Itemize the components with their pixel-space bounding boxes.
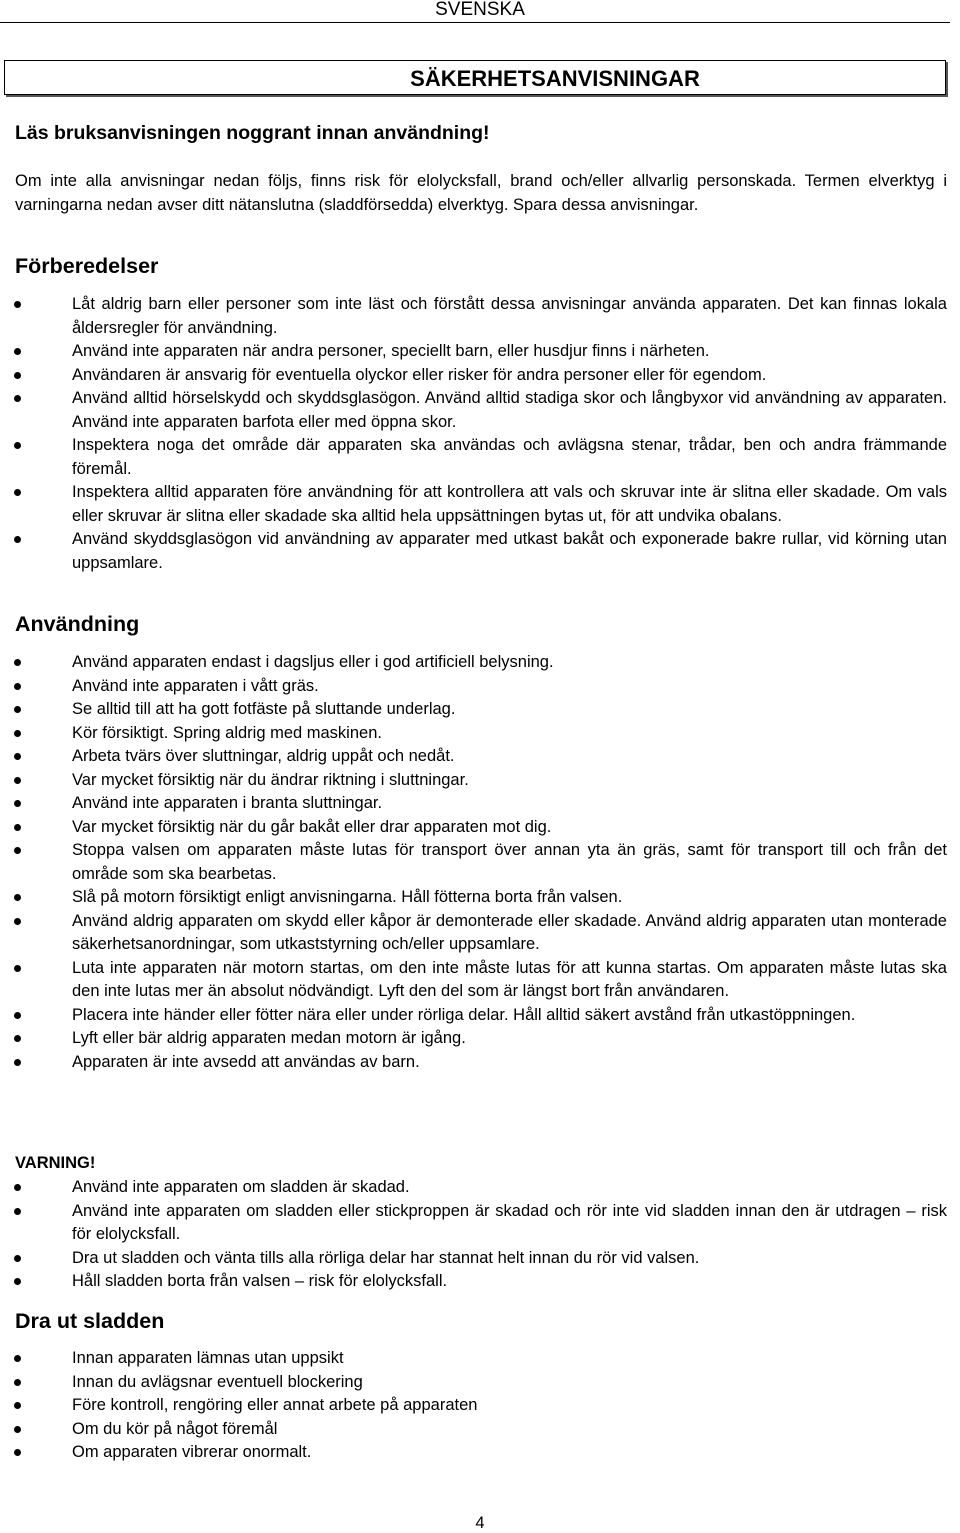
section-heading-anvandning: Användning xyxy=(15,612,140,636)
read-notice: Läs bruksanvisningen noggrant innan användning! xyxy=(15,122,490,144)
list-item: Använd inte apparaten i vått gräs. xyxy=(0,675,947,699)
header-divider xyxy=(0,22,950,23)
list-item: Använd apparaten endast i dagsljus eller i god artificiell belysning. xyxy=(0,651,947,675)
header-language: SVENSKA xyxy=(435,0,525,20)
list-item: Låt aldrig barn eller personer som inte läst och förstått dessa anvisningar använda apparaten. Det kan finnas lokala åldersregler för användning. xyxy=(0,293,947,340)
intro-paragraph: Om inte alla anvisningar nedan följs, finns risk för elolycksfall, brand och/eller allvarlig personskada. Termen elverktyg i varningarna nedan avser ditt nätanslutna (sladdförsedda) elverktyg. Spara dessa anvisningar. xyxy=(15,172,947,214)
list-item: Använd alltid hörselskydd och skyddsglasögon. Använd alltid stadiga skor och långbyxor vid användning av apparaten. Använd inte apparaten barfota eller med öppna skor. xyxy=(0,387,947,434)
list-varning xyxy=(0,1176,947,1294)
list-item: Innan apparaten lämnas utan uppsikt xyxy=(0,1347,947,1371)
list-item: Inspektera noga det område där apparaten ska användas och avlägsna stenar, trådar, ben och andra främmande föremål. xyxy=(0,434,947,481)
title-box xyxy=(4,60,946,95)
list-item: Innan du avlägsnar eventuell blockering xyxy=(0,1371,947,1395)
section-heading-dra-ut-sladden: Dra ut sladden xyxy=(15,1309,165,1333)
list-item: Använd skyddsglasögon vid användning av apparater med utkast bakåt och exponerade bakre rullar, vid körning utan uppsamlare. xyxy=(0,528,947,575)
page-number: 4 xyxy=(475,1514,485,1532)
list-item: Se alltid till att ha gott fotfäste på sluttande underlag. xyxy=(0,698,947,722)
list-item: Om apparaten vibrerar onormalt. xyxy=(0,1441,947,1465)
list-item: Använd aldrig apparaten om skydd eller kåpor är demonterade eller skadade. Använd aldrig apparaten utan monterade säkerhetsanordningar, som utkaststyrning och/eller uppsamlare. xyxy=(0,910,947,957)
list-item: Om du kör på något föremål xyxy=(0,1418,947,1442)
list-item: Dra ut sladden och vänta tills alla rörliga delar har stannat helt innan du rör vid valsen. xyxy=(0,1247,947,1271)
list-forberedelser xyxy=(0,293,947,575)
list-item: Placera inte händer eller fötter nära eller under rörliga delar. Håll alltid säkert avstånd från utkastöppningen. xyxy=(0,1004,947,1028)
section-heading-forberedelser: Förberedelser xyxy=(15,254,159,278)
list-item: Slå på motorn försiktigt enligt anvisningarna. Håll fötterna borta från valsen. xyxy=(0,886,947,910)
list-item: Stoppa valsen om apparaten måste lutas för transport över annan yta än gräs, samt för transport till och från det område som ska bearbetas. xyxy=(0,839,947,886)
list-item: Använd inte apparaten om sladden är skadad. xyxy=(0,1176,947,1200)
list-item: Apparaten är inte avsedd att användas av barn. xyxy=(0,1051,947,1075)
list-item: Arbeta tvärs över sluttningar, aldrig uppåt och nedåt. xyxy=(0,745,947,769)
list-item: Var mycket försiktig när du går bakåt eller drar apparaten mot dig. xyxy=(0,816,947,840)
list-item: Använd inte apparaten i branta sluttningar. xyxy=(0,792,947,816)
list-item: Använd inte apparaten om sladden eller stickproppen är skadad och rör inte vid sladden innan den är utdragen – risk för elolycksfall. xyxy=(0,1200,947,1247)
list-dra-ut-sladden xyxy=(0,1347,947,1465)
list-item: Kör försiktigt. Spring aldrig med maskinen. xyxy=(0,722,947,746)
list-item: Använd inte apparaten när andra personer, speciellt barn, eller husdjur finns i närheten. xyxy=(0,340,947,364)
list-item: Inspektera alltid apparaten före användning för att kontrollera att vals och skruvar inte är slitna eller skadade. Om vals eller skruvar är slitna eller skadade ska alltid hela uppsättningen bytas ut, för att undvika obalans. xyxy=(0,481,947,528)
section-heading-varning: VARNING! xyxy=(15,1154,96,1172)
list-item: Lyft eller bär aldrig apparaten medan motorn är igång. xyxy=(0,1027,947,1051)
page-title: SÄKERHETSANVISNINGAR xyxy=(410,66,700,91)
list-anvandning xyxy=(0,651,947,1074)
list-item: Luta inte apparaten när motorn startas, om den inte måste lutas för att kunna startas. Om apparaten måste lutas ska den inte lutas mer än absolut nödvändigt. Lyft den del som är längst bort från användaren. xyxy=(0,957,947,1004)
list-item: Före kontroll, rengöring eller annat arbete på apparaten xyxy=(0,1394,947,1418)
list-item: Användaren är ansvarig för eventuella olyckor eller risker för andra personer eller för egendom. xyxy=(0,364,947,388)
list-item: Var mycket försiktig när du ändrar riktning i sluttningar. xyxy=(0,769,947,793)
list-item: Håll sladden borta från valsen – risk för elolycksfall. xyxy=(0,1270,947,1294)
